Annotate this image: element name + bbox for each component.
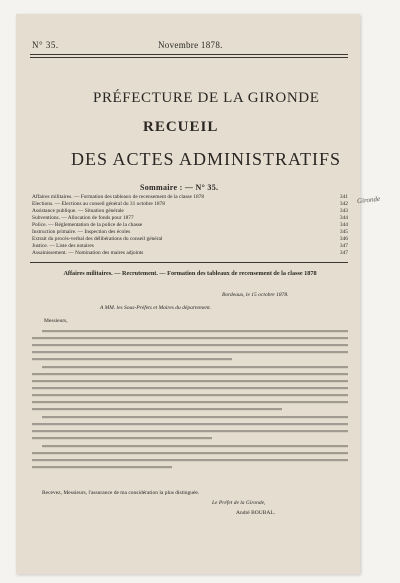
body-text-lines: [32, 328, 348, 488]
section-title: Affaires militaires. — Recrutement. — Formation des tableaux de recensement de la classe 1878: [63, 270, 317, 277]
toc-entry: Police. — Réglementation de la police de la chasse 344: [32, 222, 348, 228]
toc-entry: Subventions. — Allocation de fonds pour 1877 344: [32, 215, 348, 221]
dateline: Bordeaux, le 15 octobre 1878.: [222, 292, 289, 298]
actes-title: DES ACTES ADMINISTRATIFS: [71, 149, 342, 169]
recueil-title: RECUEIL: [143, 119, 219, 135]
prefecture-title: PRÉFECTURE DE LA GIRONDE: [93, 90, 320, 106]
toc-entry: Assainissement. — Nomination des maires adjoints 347: [32, 250, 348, 256]
toc-entry: Instruction primaire. — Inspection des écoles 345: [32, 229, 348, 235]
issue-date: Novembre 1878.: [158, 40, 223, 50]
toc-entry: Affaires militaires. — Formation des tableaux de recensement de la classe 1878 341: [32, 194, 348, 200]
header-rule-top: [30, 54, 348, 55]
toc-entry: Elections. — Élections au conseil général du 31 octobre 1878 342: [32, 201, 348, 207]
handwritten-note: Gironde: [356, 194, 381, 206]
header-rule-bottom: [30, 57, 348, 58]
signature-name: André BOUBAL.: [236, 510, 276, 516]
signature-role: Le Préfet de la Gironde,: [212, 500, 266, 506]
toc-entry: Assistance publique. — Situation générale 343: [32, 208, 348, 214]
closing-line: Recevez, Messieurs, l'assurance de ma considération la plus distinguée.: [42, 490, 200, 496]
toc-entry: Extrait du procès-verbal des délibérations du conseil général 346: [32, 236, 348, 242]
salutation: Messieurs,: [44, 318, 68, 324]
section-rule: [30, 262, 348, 263]
issue-number: N° 35.: [32, 40, 59, 50]
sommaire-heading: Sommaire : — N° 35.: [140, 183, 219, 192]
toc-entry: Justice. — Liste des notaires 347: [32, 243, 348, 249]
addressee: A MM. les Sous-Préfets et Maires du département.: [100, 305, 212, 311]
